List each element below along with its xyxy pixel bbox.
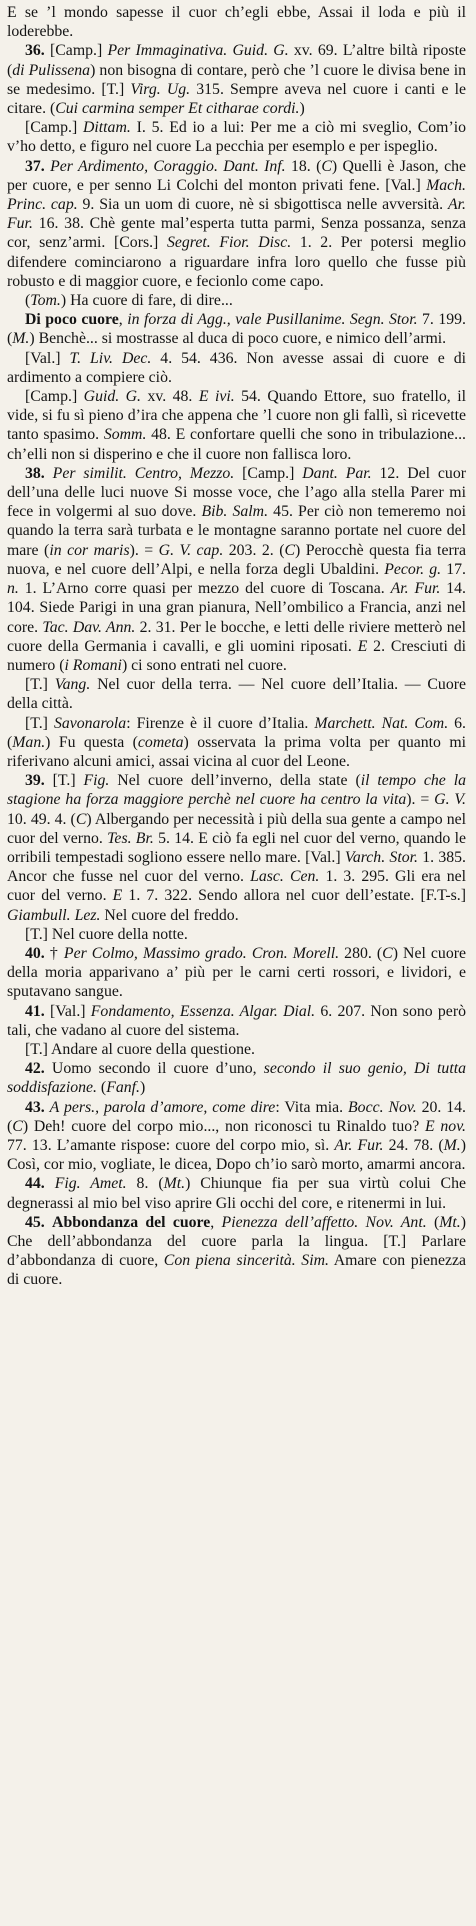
dictionary-paragraph: 37. Per Ardimento, Coraggio. Dant. Inf. 18. (C) Quelli è Jason, che per cuore, e per senno Li Colchi del monton privati fene. [Val.] Mach. Princ. cap. 9. Sia un uom di cuore, nè si sbigottisca nelle avversità. Ar. Fur. 16. 38. Chè gente mal’esperta tutta parmi, Senza possanza, senza cor, senz’armi. [Cors.] Segret. Fior. Disc. 1. 2. Per potersi meglio difendere cominciarono a riguardare infra loro quello che fusse più robusto e di maggior cuore, e fecionlo come capo. — [7, 157, 467, 290]
dictionary-paragraph: 36. [Camp.] Per Immaginativa. Guid. G. xv. 69. L’altre biltà riposte (di Pulissena) non bisogna di contare, però che ’l cuore le divisa bene in se medesimo. [T.] Virg. Ug. 315. Sempre aveva nel cuore i canti e le citare. (Cui carmina semper Et citharae cordi.) — [7, 42, 467, 118]
dictionary-paragraph: [Camp.] Dittam. I. 5. Ed io a lui: Per me a ciò mi sveglio, Com’io v’ho detto, e figuro nel cuore La pecchia per esemplo e per ispeglio. — [7, 119, 466, 156]
dictionary-paragraph: [Camp.] Guid. G. xv. 48. E ivi. 54. Quando Ettore, suo fratello, il vide, si fu sì pieno d’ira che appena che ’l cuore non gli fallì, sì ricevette tanto spasimo. Somm. 48. E confortare quelli che sono in tribulazione... ch’elli non si disperino e che il cuore non fallisca loro. — [7, 388, 466, 463]
dictionary-paragraph: [T.] Vang. Nel cuor della terra. — Nel cuore dell’Italia. — Cuore della città. — [7, 676, 466, 713]
dictionary-paragraph: 38. Per similit. Centro, Mezzo. [Camp.] Dant. Par. 12. Del cuor dell’una delle luci nuove Si mosse voce, che l’ago alla stella Parer mi fece in volgermi al suo dove. Bib. Salm. 45. Per ciò non temeremo noi quando la terra sarà turbata e le montagne saranno portate nel cuore del mare (in cor maris). = G. V. cap. 203. 2. (C) Perocchè questa fia terra nuova, e nel cuore dell’Alpi, e nella forza degli Ubaldini. Pecor. g. 17. n. 1. L’Arno corre quasi per mezzo del cuore di Toscana. Ar. Fur. 14. 104. Siede Parigi in una gran pianura, Nell’ombilico a Francia, anzi nel core. Tac. Dav. Ann. 2. 31. Per le bocche, e letti delle riviere metterò nel cuore della Germania i cavalli, e gli uomini riposati. E 2. Cresciuti di numero (i Romani) ci sono entrati nel cuore. — [7, 464, 467, 674]
dictionary-paragraph: 41. [Val.] Fondamento, Essenza. Algar. Dial. 6. 207. Non sono però tali, che vadano al cuore del sistema. — [7, 1002, 466, 1039]
dictionary-paragraph: [Val.] T. Liv. Dec. 4. 54. 436. Non avesse assai di cuore e di ardimento a compiere ciò. — [7, 349, 466, 386]
dictionary-paragraph: 42. Uomo secondo il cuore d’uno, secondo il suo genio, Di tutta soddisfazione. (Fanf.) — [7, 1060, 466, 1097]
dictionary-paragraph: 44. Fig. Amet. 8. (Mt.) Chiunque fia per sua virtù colui Che degnerassi al mio bel viso aprire Gli occhi del core, e ritenermi in lui. — [7, 1175, 467, 1212]
dictionary-paragraph: 45. Abbondanza del cuore, Pienezza dell’affetto. Nov. Ant. (Mt.) Che dell’abbondanza del cuore parla la lingua. [T.] Parlare d’abbondanza di cuore, Con piena sincerità. Sim. Amare con pienezza di cuore. — [7, 1213, 466, 1289]
dictionary-paragraph: E se ’l mondo sapesse il cuor ch’egli ebbe, Assai il loda e più il loderebbe. — [7, 4, 466, 41]
dictionary-paragraph: 43. A pers., parola d’amore, come dire: Vita mia. Bocc. Nov. 20. 14. (C) Deh! cuore del corpo mio..., non riconosci tu Rinaldo tuo? E nov. 77. 13. L’amante rispose: cuore del corpo mio, sì. Ar. Fur. 24. 78. (M.) Così, cor mio, vogliate, le dicea, Dopo ch’io sarò morto, amarmi ancora. — [7, 1098, 466, 1174]
dictionary-paragraph: 40. † Per Colmo, Massimo grado. Cron. Morell. 280. (C) Nel cuore della moria apparivano a’ più per le carni certi rossori, e lividori, e sputavano sangue. — [7, 944, 466, 1001]
dictionary-paragraph: Di poco cuore, in forza di Agg., vale Pusillanime. Segn. Stor. 7. 199. (M.) Benchè... si mostrasse al duca di poco cuore, e nimico dell’armi. — [7, 311, 466, 348]
dictionary-paragraph: [T.] Savonarola: Firenze è il cuore d’Italia. Marchett. Nat. Com. 6. (Man.) Fu questa (cometa) osservata la prima volta per quanto mi riferivano alcuni amici, assai vicina al cuor del Leone. — [7, 714, 466, 770]
dictionary-paragraph: (Tom.) Ha cuore di fare, di dire... — [25, 292, 233, 310]
dictionary-paragraph: 39. [T.] Fig. Nel cuore dell’inverno, della state (il tempo che la stagione ha forza maggiore perchè nel cuore ha centro la vita). = G. V. 10. 49. 4. (C) Albergando per necessità i più della sua gente a campo nel cuor del verno. Tes. Br. 5. 14. E ciò fa egli nel cuor del verno, quando le orribili tempestadi sogliono essere nello mare. [Val.] Varch. Stor. 1. 385. Ancor che fusse nel cuor del verno. Lasc. Cen. 1. 3. 295. Gli era nel cuor del verno. E 1. 7. 322. Sendo allora nel cuor dell’estate. [F.T-s.] Giambull. Lez. Nel cuore del freddo. — [7, 772, 467, 924]
dictionary-paragraph: [T.] Nel cuore della notte. — [25, 925, 188, 943]
dictionary-paragraph: [T.] Andare al cuore della questione. — [25, 1040, 255, 1058]
